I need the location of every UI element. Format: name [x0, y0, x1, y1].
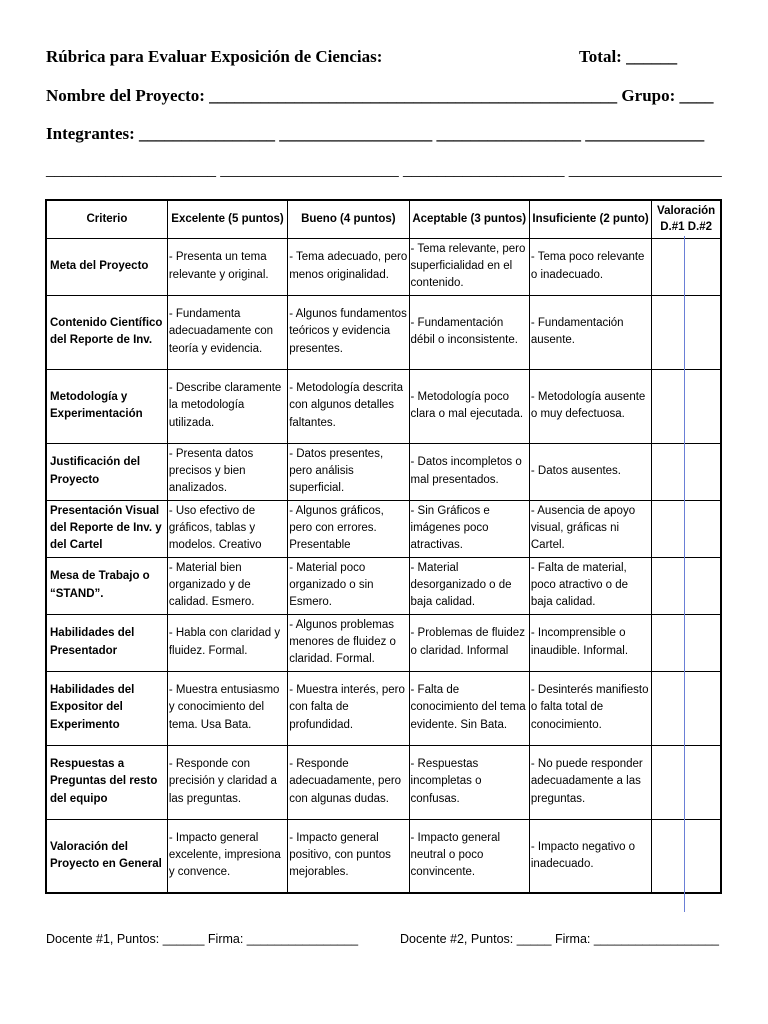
- excelente-cell: - Muestra entusiasmo y conocimiento del tema. Usa Bata.: [167, 671, 287, 745]
- table-row: [46, 557, 721, 614]
- insuficiente-cell: - Impacto negativo o inadecuado.: [529, 819, 651, 893]
- insuficiente-cell: - Fundamentación ausente.: [529, 295, 651, 369]
- bueno-cell: - Material poco organizado o sin Esmero.: [288, 557, 409, 614]
- excelente-cell: - Responde con precisión y claridad a las preguntas.: [167, 745, 287, 819]
- excelente-cell: - Habla con claridad y fluidez. Formal.: [167, 614, 287, 671]
- excelente-cell: - Presenta datos precisos y bien analizados.: [167, 443, 287, 500]
- score-d2-cell[interactable]: [685, 295, 721, 369]
- excelente-cell: - Impacto general excelente, impresiona y convence.: [167, 819, 287, 893]
- criterio-cell: Mesa de Trabajo o “STAND”.: [46, 557, 167, 614]
- header-d2: D.#2: [687, 221, 713, 234]
- bueno-cell: - Metodología descrita con algunos detalles faltantes.: [288, 369, 409, 443]
- header-d1: D.#1: [660, 221, 685, 234]
- table-row: [46, 745, 721, 819]
- insuficiente-cell: - Datos ausentes.: [529, 443, 651, 500]
- members-blank-line[interactable]: ____________________ _____________________ ___________________ __________________: [46, 160, 722, 179]
- bueno-cell: - Algunos gráficos, pero con errores. Presentable: [288, 500, 409, 557]
- bueno-cell: - Datos presentes, pero análisis superficial.: [288, 443, 409, 500]
- aceptable-cell: - Sin Gráficos e imágenes poco atractivas.: [409, 500, 529, 557]
- score-d1-cell[interactable]: [652, 557, 685, 614]
- score-d1-cell[interactable]: [652, 295, 685, 369]
- bueno-cell: - Impacto general positivo, con puntos mejorables.: [288, 819, 409, 893]
- excelente-cell: - Fundamenta adecuadamente con teoría y evidencia.: [167, 295, 287, 369]
- insuficiente-cell: - Metodología ausente o muy defectuosa.: [529, 369, 651, 443]
- table-row: [46, 369, 721, 443]
- insuficiente-cell: - Desinterés manifiesto o falta total de conocimiento.: [529, 671, 651, 745]
- score-d2-cell[interactable]: [685, 500, 721, 557]
- aceptable-cell: - Problemas de fluidez o claridad. Informal: [409, 614, 529, 671]
- aceptable-cell: - Impacto general neutral o poco convincente.: [409, 819, 529, 893]
- aceptable-cell: - Material desorganizado o de baja calidad.: [409, 557, 529, 614]
- score-d1-cell[interactable]: [652, 614, 685, 671]
- header-bueno: Bueno (4 puntos): [288, 200, 409, 238]
- aceptable-cell: - Tema relevante, pero superficialidad en el contenido.: [409, 238, 529, 295]
- score-d1-cell[interactable]: [652, 443, 685, 500]
- criterio-cell: Meta del Proyecto: [46, 238, 167, 295]
- header-row: [46, 200, 721, 238]
- score-d1-cell[interactable]: [652, 819, 685, 893]
- criterio-cell: Justificación del Proyecto: [46, 443, 167, 500]
- header-valoracion-label: Valoración: [657, 204, 716, 217]
- members-line[interactable]: Integrantes: ________________ __________________ _________________ ______________: [46, 124, 705, 143]
- header-aceptable: Aceptable (3 puntos): [409, 200, 529, 238]
- score-d1-cell[interactable]: [652, 238, 685, 295]
- criterio-cell: Habilidades del Expositor del Experimento: [46, 671, 167, 745]
- docente1-signature-line[interactable]: Docente #1, Puntos: ______ Firma: ________________: [46, 932, 359, 946]
- total-field[interactable]: Total: ______: [579, 47, 678, 66]
- insuficiente-cell: - Falta de material, poco atractivo o de baja calidad.: [529, 557, 651, 614]
- header-insuficiente: Insuficiente (2 punto): [529, 200, 651, 238]
- table-row: [46, 443, 721, 500]
- header-criterio: Criterio: [46, 200, 167, 238]
- aceptable-cell: - Fundamentación débil o inconsistente.: [409, 295, 529, 369]
- insuficiente-cell: - Ausencia de apoyo visual, gráficas ni Cartel.: [529, 500, 651, 557]
- score-d2-cell[interactable]: [685, 238, 721, 295]
- header-excelente: Excelente (5 puntos): [167, 200, 287, 238]
- score-d2-cell[interactable]: [685, 671, 721, 745]
- header-valoracion: [652, 200, 721, 238]
- aceptable-cell: - Falta de conocimiento del tema evidente. Sin Bata.: [409, 671, 529, 745]
- score-d1-cell[interactable]: [652, 369, 685, 443]
- score-d2-cell[interactable]: [685, 819, 721, 893]
- insuficiente-cell: - Incomprensible o inaudible. Informal.: [529, 614, 651, 671]
- aceptable-cell: - Respuestas incompletas o confusas.: [409, 745, 529, 819]
- score-d2-cell[interactable]: [685, 614, 721, 671]
- bueno-cell: - Algunos problemas menores de fluidez o claridad. Formal.: [288, 614, 409, 671]
- criterio-cell: Respuestas a Preguntas del resto del equipo: [46, 745, 167, 819]
- table-row: [46, 295, 721, 369]
- criterio-cell: Contenido Científico del Reporte de Inv.: [46, 295, 167, 369]
- score-d2-cell[interactable]: [685, 557, 721, 614]
- criterio-cell: Valoración del Proyecto en General: [46, 819, 167, 893]
- score-d2-cell[interactable]: [685, 443, 721, 500]
- excelente-cell: - Uso efectivo de gráficos, tablas y modelos. Creativo: [167, 500, 287, 557]
- column-guide-line: [684, 236, 685, 912]
- table-row: [46, 819, 721, 893]
- bueno-cell: - Algunos fundamentos teóricos y evidencia presentes.: [288, 295, 409, 369]
- docente2-signature-line[interactable]: Docente #2, Puntos: _____ Firma: __________________: [400, 932, 719, 946]
- excelente-cell: - Describe claramente la metodología utilizada.: [167, 369, 287, 443]
- criterio-cell: Metodología y Experimentación: [46, 369, 167, 443]
- aceptable-cell: - Datos incompletos o mal presentados.: [409, 443, 529, 500]
- rubric-table: [45, 199, 722, 894]
- rubric-title: Rúbrica para Evaluar Exposición de Ciencias:: [46, 47, 383, 66]
- bueno-cell: - Muestra interés, pero con falta de profundidad.: [288, 671, 409, 745]
- bueno-cell: - Responde adecuadamente, pero con algunas dudas.: [288, 745, 409, 819]
- criterio-cell: Habilidades del Presentador: [46, 614, 167, 671]
- score-d1-cell[interactable]: [652, 500, 685, 557]
- criterio-cell: Presentación Visual del Reporte de Inv. y del Cartel: [46, 500, 167, 557]
- table-row: [46, 238, 721, 295]
- score-d2-cell[interactable]: [685, 369, 721, 443]
- insuficiente-cell: - Tema poco relevante o inadecuado.: [529, 238, 651, 295]
- project-name-line[interactable]: Nombre del Proyecto: ________________________________________________ Grupo: ____: [46, 86, 714, 105]
- insuficiente-cell: - No puede responder adecuadamente a las preguntas.: [529, 745, 651, 819]
- table-row: [46, 500, 721, 557]
- excelente-cell: - Material bien organizado y de calidad. Esmero.: [167, 557, 287, 614]
- score-d1-cell[interactable]: [652, 671, 685, 745]
- aceptable-cell: - Metodología poco clara o mal ejecutada.: [409, 369, 529, 443]
- table-row: [46, 614, 721, 671]
- score-d1-cell[interactable]: [652, 745, 685, 819]
- table-row: [46, 671, 721, 745]
- score-d2-cell[interactable]: [685, 745, 721, 819]
- excelente-cell: - Presenta un tema relevante y original.: [167, 238, 287, 295]
- bueno-cell: - Tema adecuado, pero menos originalidad.: [288, 238, 409, 295]
